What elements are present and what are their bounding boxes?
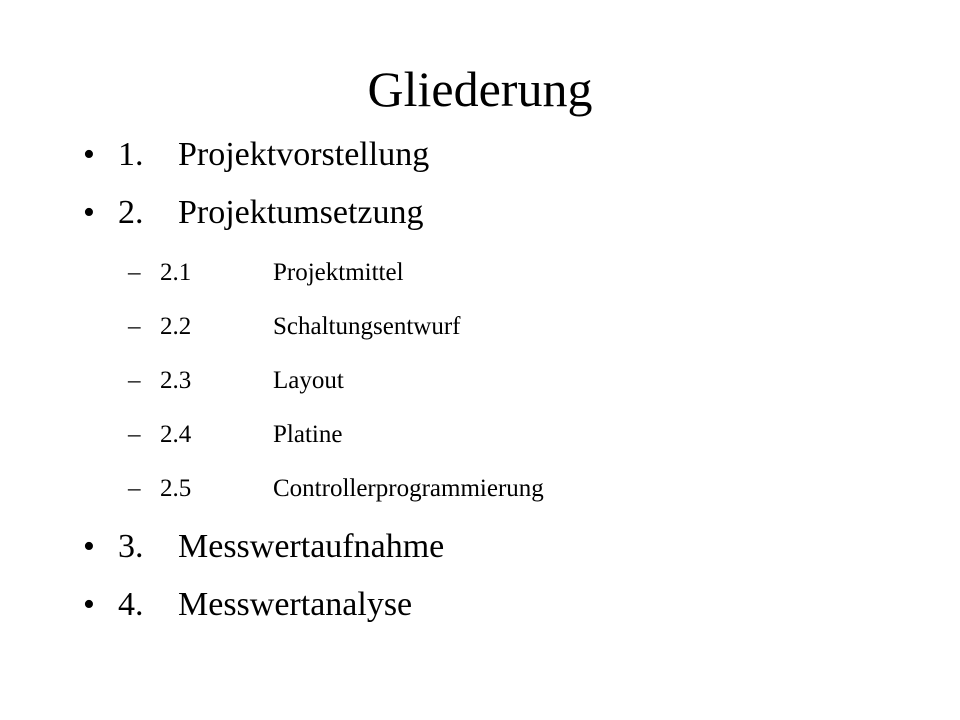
subitem-label: Layout (273, 367, 344, 394)
subitem-number: 2.2 (160, 313, 192, 340)
item-number: 4. (118, 586, 144, 623)
item-number: 1. (118, 136, 144, 173)
subitem-number: 2.5 (160, 475, 192, 502)
subitem-number: 2.1 (160, 259, 192, 286)
dash-icon: – (128, 259, 141, 286)
item-label: Messwertaufnahme (178, 528, 445, 565)
subitem-number: 2.3 (160, 367, 192, 394)
bullet-icon: • (83, 194, 95, 231)
bullet-icon: • (83, 528, 95, 565)
dash-icon: – (128, 421, 141, 448)
subitem-label: Controllerprogrammierung (273, 475, 544, 502)
slide-title: Gliederung (367, 61, 593, 117)
subitem-number: 2.4 (160, 421, 192, 448)
dash-icon: – (128, 475, 141, 502)
dash-icon: – (128, 367, 141, 394)
subitem-label: Schaltungsentwurf (273, 313, 461, 340)
subitem-label: Platine (273, 421, 343, 448)
item-label: Messwertanalyse (178, 586, 413, 623)
bullet-icon: • (83, 586, 95, 623)
item-label: Projektumsetzung (178, 194, 424, 231)
bullet-icon: • (83, 136, 95, 173)
dash-icon: – (128, 313, 141, 340)
item-number: 3. (118, 528, 144, 565)
item-number: 2. (118, 194, 144, 231)
item-label: Projektvorstellung (178, 136, 430, 173)
subitem-label: Projektmittel (273, 259, 404, 286)
